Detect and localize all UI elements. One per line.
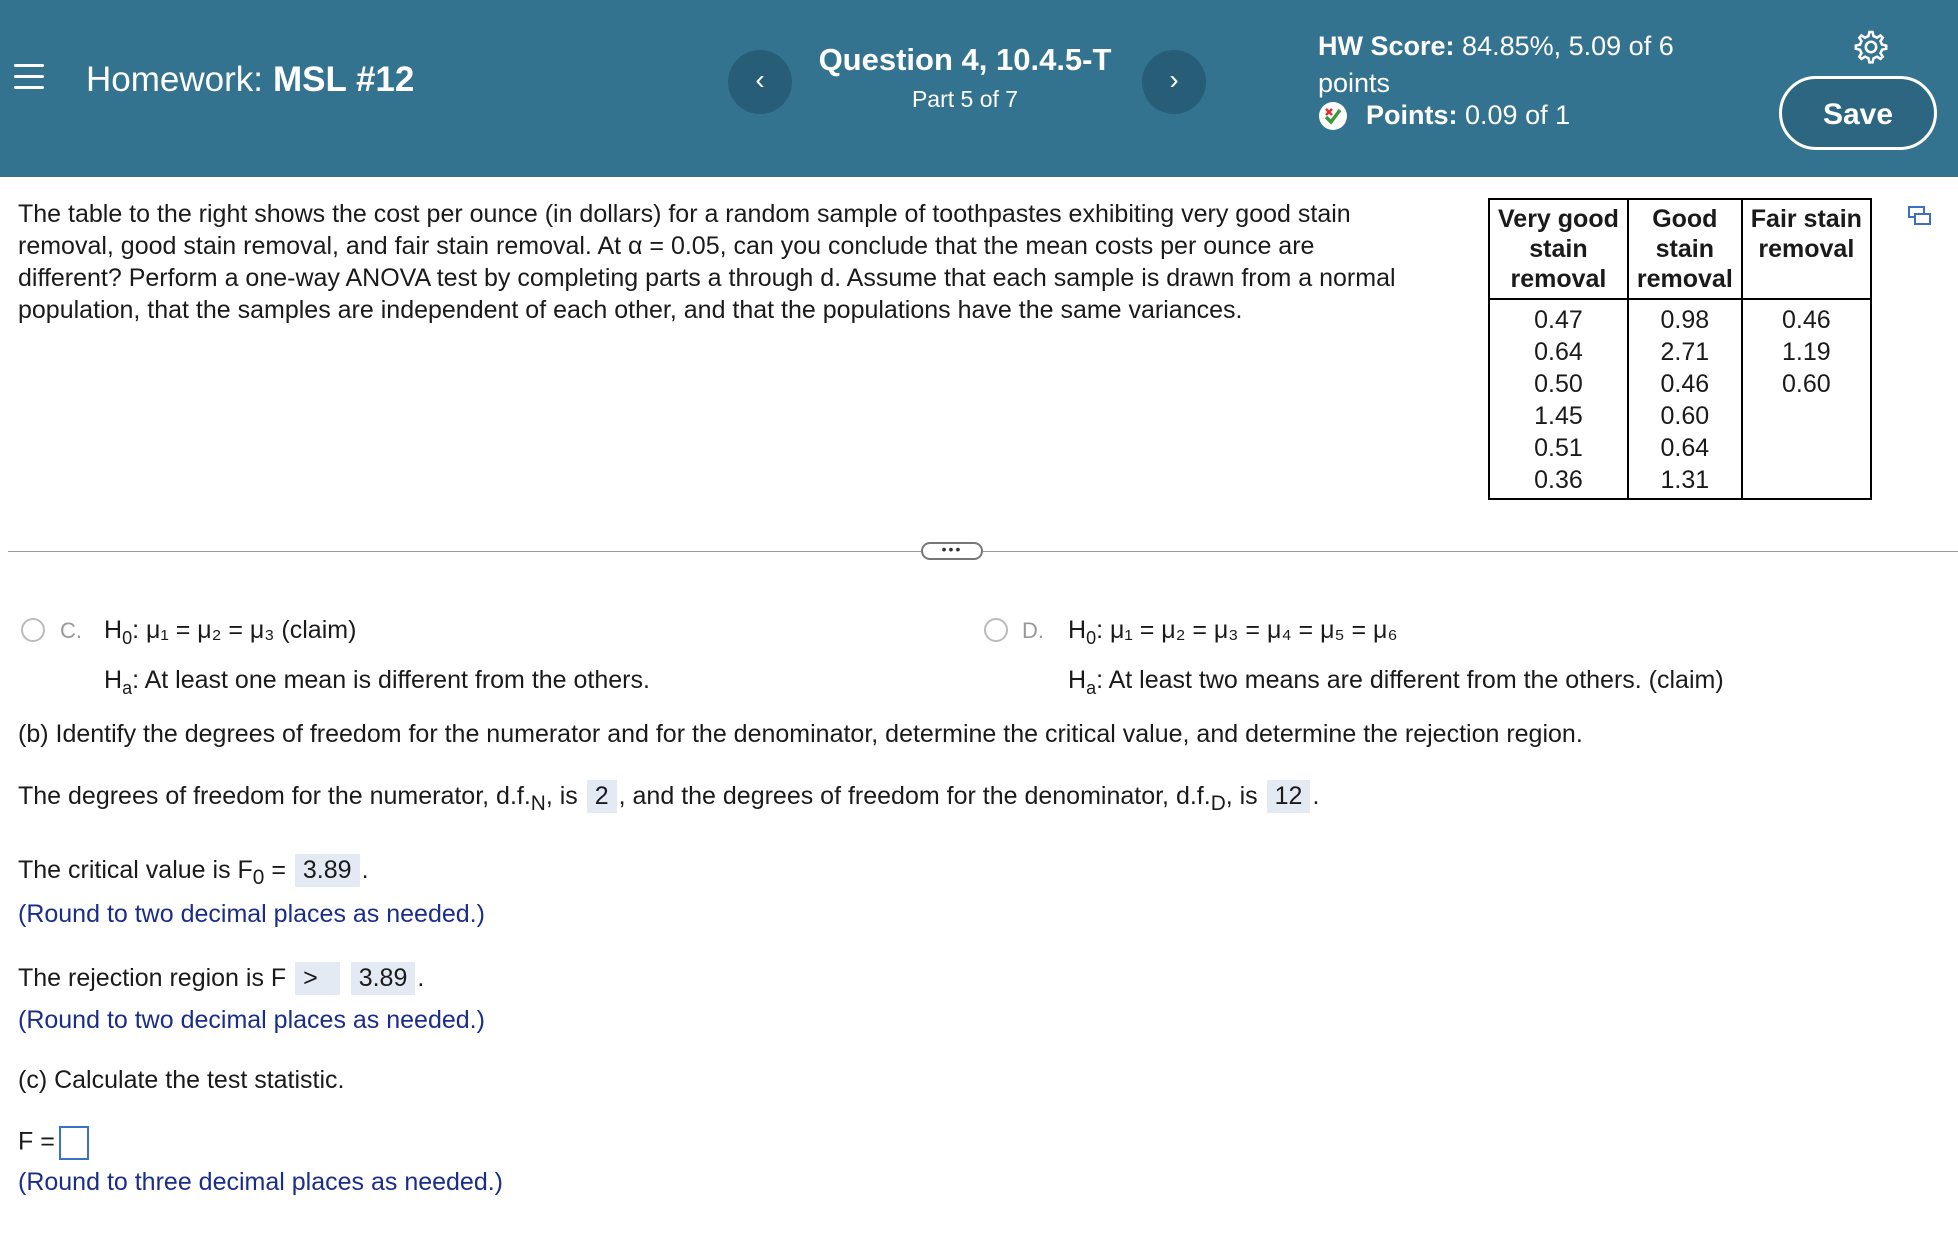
table-cell — [1742, 464, 1871, 499]
table-cell: 0.60 — [1782, 370, 1831, 398]
section-divider — [8, 551, 1958, 552]
rejection-value-answer[interactable]: 3.89 — [351, 962, 416, 995]
option-c-text[interactable] — [104, 609, 650, 709]
part-b-prompt: (b) Identify the degrees of freedom for the numerator and for the denominator, determine the critical value, and determine the rejection region. — [18, 720, 1583, 748]
gear-icon[interactable] — [1852, 28, 1890, 66]
expand-previous-parts-button[interactable]: ••• — [921, 542, 983, 560]
option-d-radio[interactable] — [984, 618, 1008, 642]
table-cell: 1.31 — [1628, 464, 1742, 499]
option-d-alt-hypothesis: $H_a$: At least two means are different from the others. (claim) — [1068, 666, 1724, 698]
save-button[interactable]: Save — [1779, 76, 1937, 150]
partial-credit-icon — [1318, 101, 1348, 131]
table-cell: 0.98 — [1628, 299, 1742, 336]
homework-name: MSL #12 — [272, 60, 415, 99]
data-table — [1488, 198, 1872, 500]
table-row — [1489, 368, 1871, 400]
copy-table-icon[interactable] — [1908, 206, 1932, 228]
df-denominator-answer[interactable]: 12 — [1267, 780, 1311, 813]
option-c-null-hypothesis: $H_0$: μ₁ = μ₂ = μ₃ (claim) — [104, 616, 357, 648]
table-cell: 0.36 — [1489, 464, 1628, 499]
table-cell: 0.60 — [1628, 400, 1742, 432]
rejection-region-line: The rejection region is F > 3.89 . — [18, 962, 424, 995]
table-row — [1489, 336, 1871, 368]
homework-title — [86, 60, 414, 100]
table-cell — [1742, 432, 1871, 464]
table-header-row — [1489, 199, 1871, 299]
hamburger-menu-icon[interactable] — [14, 64, 44, 90]
column-header: Fair stain removal — [1742, 199, 1871, 299]
hw-score-label: HW Score: — [1318, 31, 1455, 61]
part-c-prompt: (c) Calculate the test statistic. — [18, 1066, 345, 1094]
test-statistic-line — [18, 1126, 89, 1160]
option-c-letter: C. — [60, 618, 82, 643]
table-cell: 2.71 — [1628, 336, 1742, 368]
points-display — [1318, 100, 1570, 131]
points-label: Points: — [1366, 100, 1458, 130]
critical-value-line: The critical value is $F_0 = 3.89$ . — [18, 856, 369, 889]
rejection-operator-select[interactable]: > — [295, 962, 340, 995]
table-row — [1489, 432, 1871, 464]
question-part: Part 5 of 7 — [911, 86, 1019, 112]
round-three-note: (Round to three decimal places as needed.) — [18, 1168, 504, 1196]
option-d-letter: D. — [1022, 618, 1044, 643]
df-numerator-answer[interactable]: 2 — [587, 780, 617, 813]
round-two-note: (Round to two decimal places as needed.) — [18, 900, 485, 928]
header-bar — [0, 0, 1958, 177]
problem-statement: The table to the right shows the cost per ounce (in dollars) for a random sample of toothpastes exhibiting very good stain removal, good stain removal, and fair stain removal. At α = 0.05, can you conclude that the mean costs per ounce are different? Perform a one-way ANOVA test by completing parts a through d. Assume that each sample is drawn from a normal population, that the samples are independent of each other, and that the populations have the same variances. — [18, 200, 1396, 324]
option-d-text[interactable] — [1068, 609, 1724, 709]
table-cell: 0.51 — [1489, 432, 1628, 464]
degrees-of-freedom-line: The degrees of freedom for the numerator, $d.f._N$, is 2 , and the degrees of freedom for the denominator, $d.f._D$, is 12 . — [18, 782, 1320, 815]
round-two-note: (Round to two decimal places as needed.) — [18, 1006, 485, 1034]
table-cell: 0.46 — [1628, 368, 1742, 400]
table-row — [1489, 400, 1871, 432]
test-statistic-input[interactable] — [59, 1126, 89, 1160]
table-cell: 0.46 — [1782, 306, 1831, 334]
table-row — [1489, 299, 1871, 336]
option-c-radio[interactable] — [21, 618, 45, 642]
table-cell — [1742, 400, 1871, 432]
table-cell: 0.50 — [1489, 368, 1628, 400]
table-cell: 0.47 — [1489, 299, 1628, 336]
next-question-button[interactable]: › — [1142, 50, 1206, 114]
column-header: Good stain removal — [1628, 199, 1742, 299]
question-title: Question 4, 10.4.5-T — [818, 42, 1112, 77]
previous-question-button[interactable]: ‹ — [728, 50, 792, 114]
table-cell: 0.64 — [1628, 432, 1742, 464]
points-value: 0.09 of 1 — [1465, 100, 1571, 130]
critical-value-answer[interactable]: 3.89 — [295, 854, 360, 887]
option-d-null-hypothesis: $H_0$: μ₁ = μ₂ = μ₃ = μ₄ = μ₅ = μ₆ — [1068, 616, 1398, 648]
hw-score — [1318, 28, 1698, 102]
column-header: Very good stain removal — [1489, 199, 1628, 299]
table-cell: 1.45 — [1489, 400, 1628, 432]
hw-score-value: 84.85%, 5.09 of 6 points — [1318, 31, 1674, 98]
homework-label: Homework: — [86, 60, 263, 99]
table-row — [1489, 464, 1871, 499]
option-c-alt-hypothesis: $H_a$: At least one mean is different from the others. — [104, 666, 650, 698]
table-cell: 1.19 — [1782, 338, 1831, 366]
table-cell: 0.64 — [1489, 336, 1628, 368]
f-label: F = — [18, 1127, 55, 1156]
